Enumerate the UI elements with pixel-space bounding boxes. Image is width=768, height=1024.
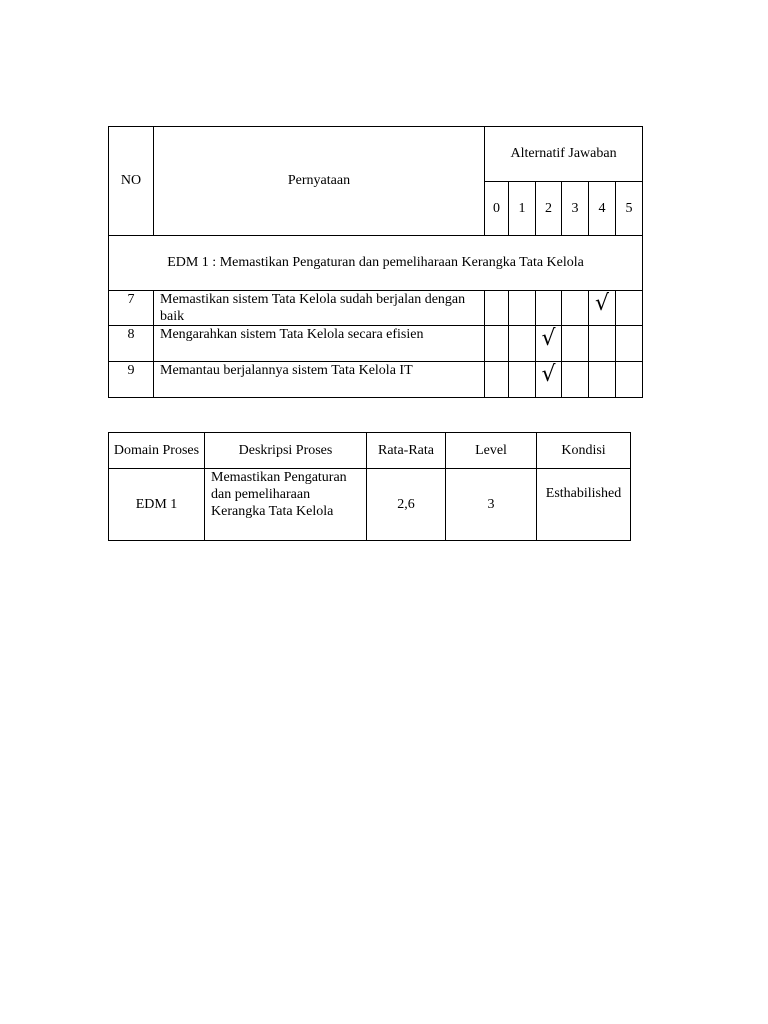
answer-cell [616,326,643,362]
header-alternatives: Alternatif Jawaban [485,127,643,182]
header-no: NO [109,127,154,236]
table-row [109,326,643,362]
answer-cell [485,326,509,362]
header-average: Rata-Rata [367,433,446,469]
check-mark-icon: √ [536,326,562,362]
answer-cell [562,326,589,362]
header-condition: Kondisi [537,433,631,469]
scale-0: 0 [485,182,509,236]
table-row [109,362,643,398]
question-rows [109,291,643,398]
check-mark-icon: √ [589,291,616,326]
row-statement: Memastikan sistem Tata Kelola sudah berjalan dengan baik [154,291,485,326]
answer-cell [589,362,616,398]
answer-cell [536,291,562,326]
answer-cell [509,291,536,326]
cell-condition: Esthabilished [537,469,631,541]
check-mark-icon: √ [536,362,562,398]
summary-table [108,432,631,541]
row-statement: Mengarahkan sistem Tata Kelola secara efisien [154,326,485,362]
scale-1: 1 [509,182,536,236]
answer-cell [485,291,509,326]
table-row [109,291,643,326]
row-statement: Memantau berjalannya sistem Tata Kelola IT [154,362,485,398]
answer-cell [509,326,536,362]
answer-cell [485,362,509,398]
cell-description: Memastikan Pengaturan dan pemeliharaan Kerangka Tata Kelola [205,469,367,541]
header-level: Level [446,433,537,469]
answer-cell [589,326,616,362]
cell-domain: EDM 1 [109,469,205,541]
header-statement: Pernyataan [154,127,485,236]
cell-average: 2,6 [367,469,446,541]
header-domain: Domain Proses [109,433,205,469]
answer-cell [562,291,589,326]
row-number: 8 [109,326,154,362]
row-number: 9 [109,362,154,398]
row-number: 7 [109,291,154,326]
scale-2: 2 [536,182,562,236]
answer-cell [509,362,536,398]
cell-level: 3 [446,469,537,541]
answer-cell [616,362,643,398]
section-title: EDM 1 : Memastikan Pengaturan dan pemeliharaan Kerangka Tata Kelola [109,236,643,291]
header-description: Deskripsi Proses [205,433,367,469]
scale-3: 3 [562,182,589,236]
scale-5: 5 [616,182,643,236]
scale-4: 4 [589,182,616,236]
questionnaire-table [108,126,643,398]
answer-cell [616,291,643,326]
answer-cell [562,362,589,398]
